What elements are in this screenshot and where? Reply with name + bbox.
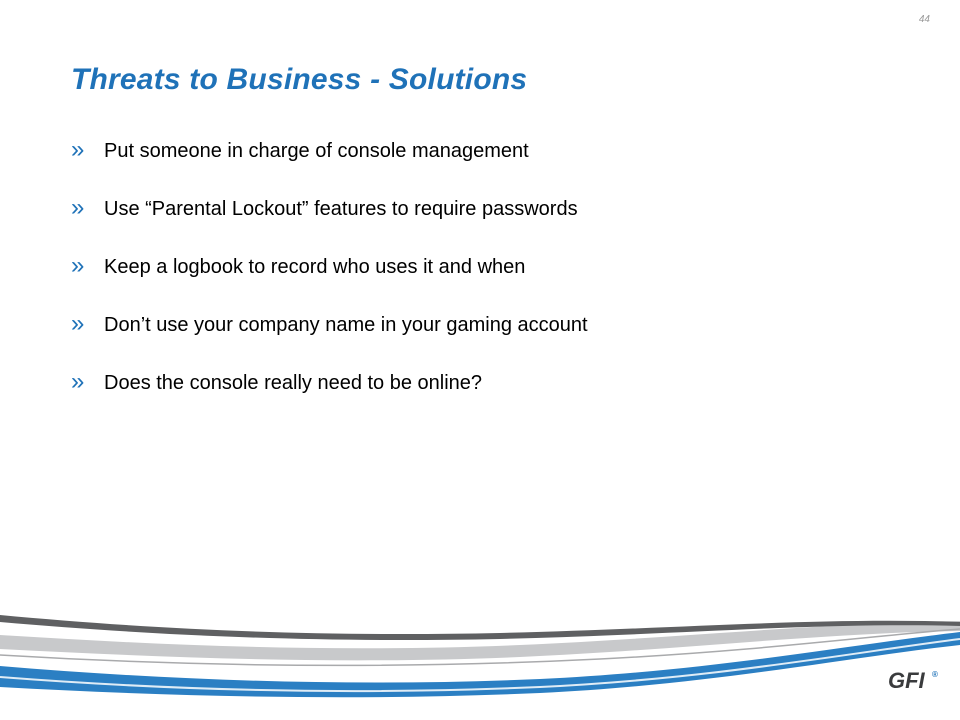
logo-text: GFI [888, 668, 925, 693]
bullet-marker-icon: » [71, 252, 85, 279]
bullet-item [71, 312, 588, 370]
page-number: 44 [918, 14, 930, 25]
slide-title: Threats to Business - Solutions [71, 63, 528, 96]
bullet-marker-icon: » [71, 136, 85, 163]
bullet-text: Don’t use your company name in your gaming account [104, 314, 588, 336]
bullet-marker-icon: » [71, 310, 85, 337]
bullet-text: Does the console really need to be online? [104, 372, 483, 394]
bullet-item [71, 196, 588, 254]
bullet-text: Put someone in charge of console management [104, 140, 529, 162]
bullet-marker-icon: » [71, 368, 85, 395]
decorative-waves [0, 595, 960, 720]
bullet-text: Keep a logbook to record who uses it and when [104, 256, 526, 278]
bullet-list [71, 138, 588, 428]
gfi-logo [888, 667, 940, 693]
wave-blue [0, 632, 960, 697]
logo-registered-mark: ® [932, 670, 938, 679]
bullet-item [71, 370, 588, 428]
bullet-marker-icon: » [71, 194, 85, 221]
bullet-text: Use “Parental Lockout” features to require passwords [104, 198, 578, 220]
bullet-item [71, 254, 588, 312]
bullet-item [71, 138, 588, 196]
